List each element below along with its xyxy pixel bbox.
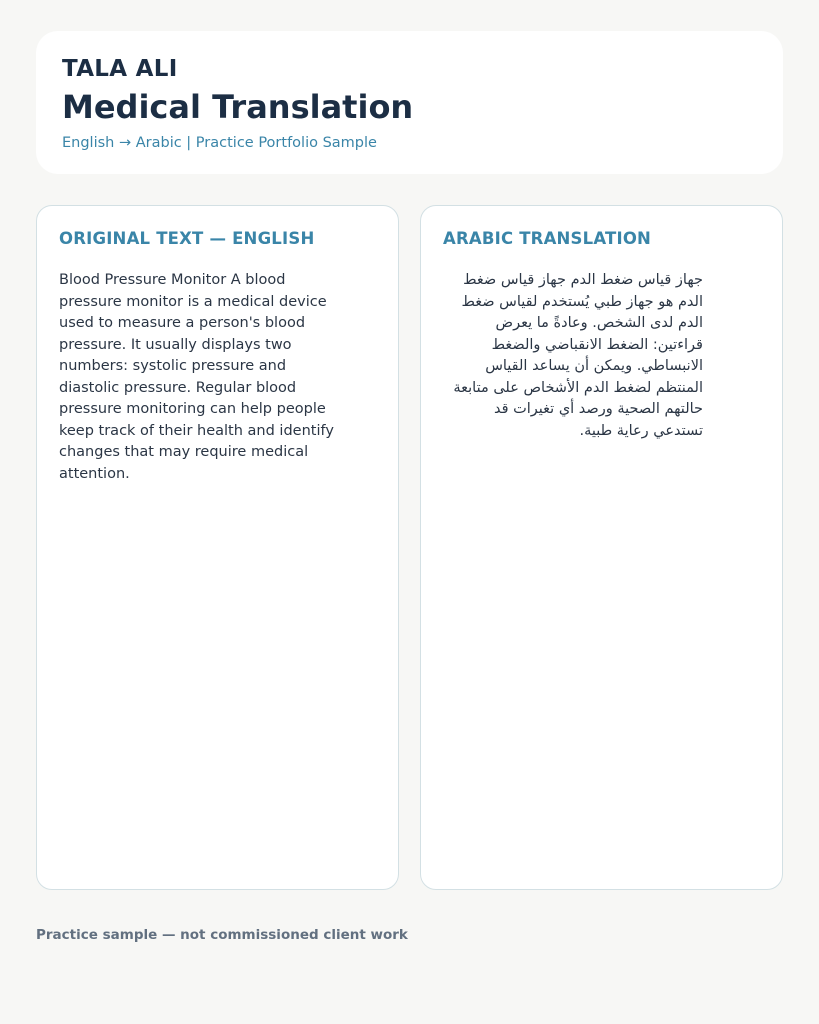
footer-note: Practice sample — not commissioned client work — [36, 927, 408, 943]
page-subtitle: English → Arabic | Practice Portfolio Sample — [62, 135, 377, 151]
source-text-panel — [36, 205, 399, 890]
source-text-body: Blood Pressure Monitor A blood pressure monitor is a medical device used to measure a person's blood pressure. It usually displays two numbers: systolic pressure and diastolic pressure. Regular blood pressure monitoring can help people keep track of their health and identify changes that may require medical attention. — [59, 272, 334, 482]
page-title: Medical Translation — [62, 88, 414, 126]
translation-panel — [420, 205, 783, 890]
translation-text-body: جهاز قياس ضغط الدم جهاز قياس ضغط الدم هو جهاز طبي يُستخدم لقياس ضغط الدم لدى الشخص. وعادةً ما يعرض قراءتين: الضغط الانقباضي والضغط الانبساطي. ويمكن أن يساعد القياس المنتظم لضغط الدم الأشخاص على متابعة حالتهم الصحية ورصد أي تغيرات قد تستدعي رعاية طبية. — [453, 272, 703, 439]
translation-panel-heading: ARABIC TRANSLATION — [443, 229, 652, 248]
header-card — [36, 31, 783, 174]
author-name: TALA ALI — [62, 56, 178, 82]
source-panel-heading: ORIGINAL TEXT — ENGLISH — [59, 229, 315, 248]
